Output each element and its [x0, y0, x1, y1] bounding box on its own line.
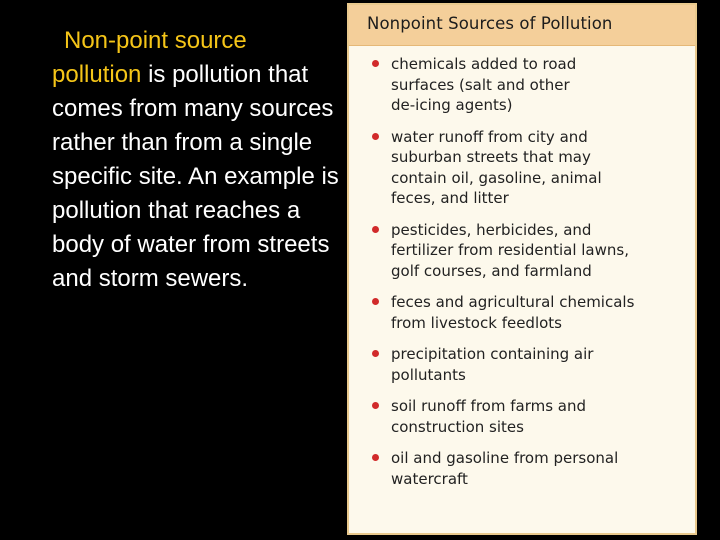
list-item	[349, 448, 695, 489]
bullet-icon	[372, 402, 379, 409]
definition-lead	[52, 27, 64, 54]
bullet-icon	[372, 454, 379, 461]
bullet-icon	[372, 60, 379, 67]
sources-panel	[347, 3, 697, 535]
list-item	[349, 292, 695, 333]
list-item-text: oil and gasoline from personal watercraft	[391, 449, 619, 488]
list-item-text: precipitation containing air pollutants	[391, 345, 594, 384]
list-item	[349, 396, 695, 437]
list-item-text: chemicals added to road surfaces (salt and other de-icing agents)	[391, 55, 577, 114]
list-item-text: pesticides, herbicides, and fertilizer from residential lawns, golf courses, and farmland	[391, 220, 629, 280]
list-item	[349, 127, 695, 209]
definition-paragraph	[52, 24, 342, 296]
list-item-text: water runoff from city and suburban streets that may contain oil, gasoline, animal feces, and litter	[391, 127, 602, 207]
panel-title: Nonpoint Sources of Pollution	[367, 14, 613, 33]
list-item	[349, 344, 695, 385]
bullet-icon	[372, 226, 379, 233]
sources-list	[349, 45, 695, 489]
list-item	[349, 54, 695, 116]
list-item-text: soil runoff from farms and construction sites	[391, 397, 587, 436]
bullet-icon	[372, 350, 379, 357]
definition-body: is pollution that comes from many sources rather than from a single specific site. An example is pollution that reaches a body of water from streets and storm sewers.	[52, 61, 339, 292]
list-item-text: feces and agricultural chemicals from livestock feedlots	[391, 293, 635, 332]
list-item	[349, 220, 695, 282]
panel-header	[349, 5, 695, 46]
definition-term: Non-point source pollution	[52, 27, 247, 88]
bullet-icon	[372, 133, 379, 140]
bullet-icon	[372, 298, 379, 305]
